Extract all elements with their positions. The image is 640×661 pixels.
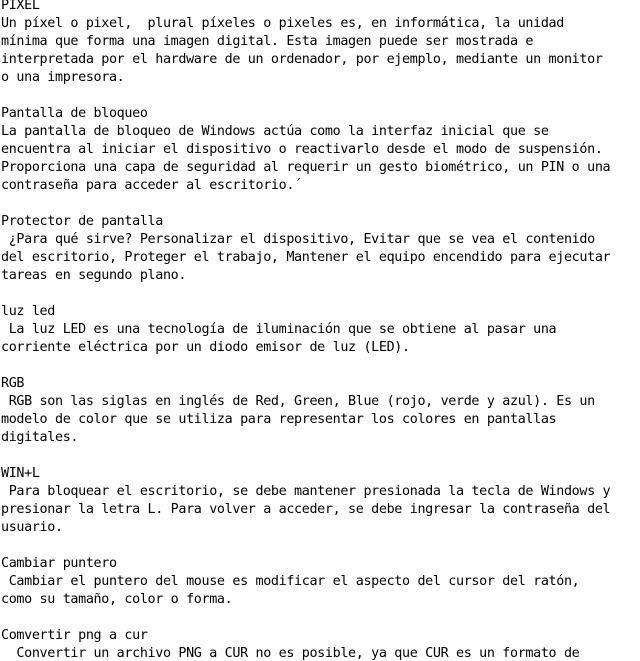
text-line: Cambiar el puntero del mouse es modificar el aspecto del cursor del ratón, [1,574,580,589]
text-line: digitales. [1,430,79,445]
text-line: tareas en segundo plano. [1,268,187,283]
text-line: como su tamaño, color o forma. [1,592,233,607]
text-line: usuario. [1,520,63,535]
text-line: Para bloquear el escritorio, se debe mantener presionada la tecla de Windows y [1,484,611,499]
text-line: Pantalla de bloqueo [1,106,148,121]
text-line: Comvertir png a cur [1,628,148,643]
text-line: La luz LED es una tecnología de iluminación que se obtiene al pasar una [1,322,557,337]
text-line: encuentra al iniciar el dispositivo o reactivarlo desde el modo de suspensión. [1,142,603,157]
text-line: o una impresora. [1,70,125,85]
text-line: modelo de color que se utiliza para representar los colores en pantallas [1,412,557,427]
blank-line [1,195,640,213]
blank-line [1,447,640,465]
text-line: Protector de pantalla [1,214,163,229]
text-line: RGB son las siglas en inglés de Red, Green, Blue (rojo, verde y azul). Es un [1,394,595,409]
text-line: RGB [1,376,25,391]
blank-line [1,357,640,375]
text-line: mínima que forma una imagen digital. Esta imagen puede ser mostrada e [1,34,534,49]
text-line: La pantalla de bloqueo de Windows actúa como la interfaz inicial que se [1,124,549,139]
blank-line [1,609,640,627]
text-line: Cambiar puntero [1,556,117,571]
text-line: presionar la letra L. Para volver a acceder, se debe ingresar la contraseña del [1,502,611,517]
text-line: corriente eléctrica por un diodo emisor de luz (LED). [1,340,410,355]
blank-line [1,285,640,303]
text-line: WIN+L [1,466,40,481]
text-line: Un píxel o pixel, plural píxeles o pixeles es, en informática, la unidad [1,16,564,31]
text-line: Proporciona una capa de seguridad al requerir un gesto biométrico, un PIN o una [1,160,611,175]
blank-line [1,537,640,555]
text-line: PIXEL [1,0,40,13]
text-line: contraseña para acceder al escritorio.´ [1,178,302,193]
text-line: ¿Para qué sirve? Personalizar el dispositivo, Evitar que se vea el contenido [1,232,595,247]
text-line: interpretada por el hardware de un ordenador, por ejemplo, mediante un monitor [1,52,603,67]
text-line: luz led [1,304,55,319]
text-line: Convertir un archivo PNG a CUR no es posible, ya que CUR es un formato de [1,646,580,661]
blank-line [1,87,640,105]
document-text[interactable] [1,0,640,661]
text-line: del escritorio, Proteger el trabajo, Mantener el equipo encendido para ejecutar [1,250,611,265]
